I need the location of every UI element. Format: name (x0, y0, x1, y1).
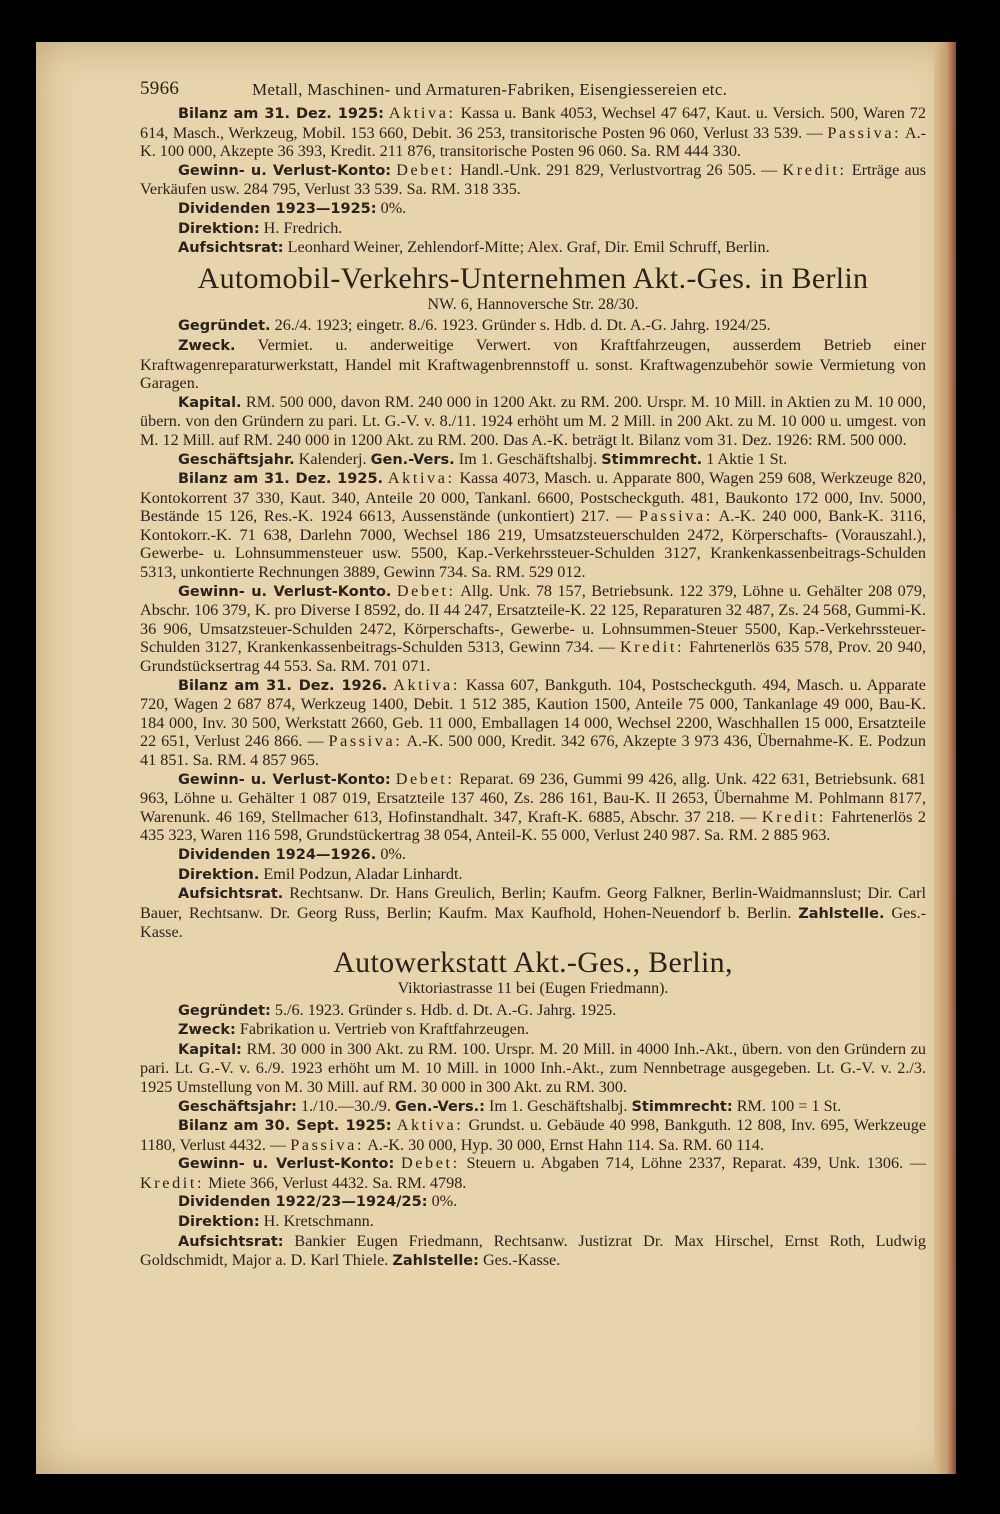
company-1-address: NW. 6, Hannoversche Str. 28/30. (427, 295, 639, 313)
c2-guv (140, 1154, 926, 1192)
c1-guv1925-label: Gewinn- u. Verlust-Konto. (178, 583, 392, 600)
c1-debet-label-1926: Debet: (395, 769, 455, 788)
c2-stimm-label: Stimmrecht: (631, 1098, 733, 1115)
c1-guv1926-b: Fahrtenerlös 2 435 323, Waren 116 598, Grundstückertrag 38 054, Anteil-K. 55 000, Verlust 240 987. Sa. RM. 2 885 963. (140, 807, 927, 845)
c2-bilanz (140, 1116, 926, 1154)
previous-entry (140, 104, 926, 258)
prev-guv (140, 161, 926, 199)
page-number: 5966 (140, 78, 180, 99)
c1-stimm-label: Stimmrecht. (601, 451, 703, 468)
prev-bilanz-label: Bilanz am 31. Dez. 1925: (178, 106, 384, 122)
c1-geschaeftsjahr (140, 450, 926, 470)
c1-stimm-text: 1 Aktie 1 St. (706, 449, 788, 468)
c1-direktion-text: Emil Podzun, Aladar Linhardt. (263, 864, 463, 883)
c2-debet-label: Debet: (400, 1154, 460, 1173)
c2-zweck-label: Zweck: (178, 1022, 236, 1039)
c2-bilanz-label: Bilanz am 30. Sept. 1925: (178, 1118, 392, 1135)
c2-guv-b: Miete 366, Verlust 4432. Sa. RM. 4798. (208, 1173, 467, 1192)
company-1-title: Automobil-Verkehrs-Unternehmen Akt.-Ges. in Berlin (197, 261, 869, 295)
prev-passiva-label: Passiva: (827, 123, 902, 142)
prev-dividenden (140, 199, 926, 219)
c1-kapital-text: RM. 500 000, davon RM. 240 000 in 1200 Akt. zu RM. 200. Urspr. M. 10 Mill. in Aktien zu M. 10 000, übern. von den Gründern zu pari. Lt. G.-V. v. 8./11. 1924 erhöht um M. 2 Mill. in 200 Akt. zu M. 10 000 u. umgest. von M. 12 Mill. auf RM. 240 000 in 1200 Akt. zu RM. 200. Das A.-K. beträgt lt. Bilanz vom 31. Dez. 1926: RM. 500 000. (140, 392, 926, 449)
c1-guv-1926 (140, 770, 926, 845)
c1-kredit-label-1926: Kredit: (761, 807, 826, 826)
c1-bilanz1925-b: A.-K. 240 000, Bank-K. 3116, Kontokorr.-K. 71 638, Darlehn 7000, Wechsel 186 219, Umsatzsteuerschulden 2472, Körperschafts- (Vorauszahl.), Gewerbe- u. Lohnsummensteuer usw. 5500, Kap.-Verkehrssteuer-Schulden 3127, Krankenkassenbeitrags-Schulden 5313, unkontierte Rechnungen 3889, Gewinn 734. Sa. RM. 529 012. (140, 507, 927, 582)
c2-kapital-text: RM. 30 000 in 300 Akt. zu RM. 100. Urspr. M. 20 Mill. in 4000 Inh.-Akt., übern. von den Gründern zu pari. Lt. G.-V. v. 6./9. 1923 erhöht um M. 10 Mill. in 1000 Inh.-Akt., zum Nennbetrage ausgegeben. Lt. G.-V. v. 2./3. 1925 Umstellung von M. 30 Mill. auf RM. 30 000 in 300 Akt. zu RM. 300. (140, 1039, 926, 1096)
c2-bilanz-b: A.-K. 30 000, Hyp. 30 000, Ernst Hahn 114. Sa. RM. 60 114. (367, 1135, 764, 1154)
c2-direktion-text: H. Kretschmann. (263, 1212, 374, 1231)
c2-kredit-label: Kredit: (140, 1173, 205, 1192)
prev-aufsichtsrat-label: Aufsichtsrat: (178, 240, 284, 257)
prev-dividenden-text: 0%. (380, 198, 407, 217)
c2-passiva-label: Passiva: (290, 1135, 365, 1154)
c1-dividenden-label: Dividenden 1924—1926. (178, 846, 377, 863)
c2-zahlstelle-text: Ges.-Kasse. (482, 1251, 561, 1270)
c2-stimm-text: RM. 100 = 1 St. (736, 1096, 842, 1115)
c1-gegruendet-text: 26./4. 1923; eingetr. 8./6. 1923. Gründer s. Hdb. d. Dt. A.-G. Jahrg. 1924/25. (274, 316, 771, 335)
c1-guv-1925 (140, 582, 926, 676)
c1-guv1925-b: Fahrtenerlös 635 578, Prov. 20 940, Grundstücksertrag 44 553. Sa. RM. 701 071. (140, 638, 927, 676)
c1-zahlstelle-text: Ges.-Kasse. (140, 903, 927, 942)
c2-gegruendet-text: 5./6. 1923. Gründer s. Hdb. d. Dt. A.-G. Jahrg. 1925. (274, 1000, 617, 1019)
c2-zahlstelle-label: Zahlstelle: (392, 1253, 479, 1270)
c1-passiva-label-1926: Passiva: (328, 732, 403, 751)
prev-bilanz-text-b: A.-K. 100 000, Akzepte 36 393, Kredit. 211 876, transitorische Posten 96 060. Sa. RM 444 330. (140, 123, 927, 161)
c2-zweck-text: Fabrikation u. Vertrieb von Kraftfahrzeugen. (239, 1020, 530, 1039)
prev-debet-label: Debet: (396, 160, 455, 179)
c2-guv-label: Gewinn- u. Verlust-Konto: (178, 1156, 395, 1173)
c2-geschaeftsjahr (140, 1097, 926, 1117)
c1-dividenden-text: 0%. (380, 844, 406, 863)
c1-zweck-text: Vermiet. u. anderweitige Verwert. von Kraftfahrzeugen, ausserdem Betrieb einer Kraftwagenreparaturwerkstatt, Handel mit Kraftwagenbrennstoff u. sonst. Kraftwagenzubehör sowie Vermietung von Garagen. (140, 335, 926, 393)
c2-gv-label: Gen.-Vers.: (395, 1098, 485, 1115)
c2-guv-a: Steuern u. Abgaben 714, Löhne 2337, Reparat. 439, Unk. 1306. — (466, 1154, 927, 1173)
c1-gegruendet-label: Gegründet. (178, 318, 271, 335)
c1-gegruendet (140, 316, 926, 336)
c2-direktion-label: Direktion: (178, 1214, 260, 1231)
c2-gj-label: Geschäftsjahr: (178, 1098, 297, 1115)
c1-zahlstelle-label: Zahlstelle. (798, 905, 885, 922)
c1-bilanz1925-label: Bilanz am 31. Dez. 1925. (178, 471, 384, 488)
prev-direktion-label: Direktion: (178, 220, 260, 237)
c1-gj-label: Geschäftsjahr. (178, 451, 295, 468)
company-2-address: Viktoriastrasse 11 bei (Eugen Friedmann). (397, 979, 669, 997)
page-edge (934, 42, 956, 1474)
running-title: Metall, Maschinen- und Armaturen-Fabriken, Eisengiessereien etc. (252, 80, 728, 99)
company-2-title: Autowerkstatt Akt.-Ges., Berlin, (333, 945, 733, 979)
c2-dividenden (140, 1192, 926, 1212)
c2-gegruendet (140, 1001, 926, 1021)
c2-aufsichtsrat (140, 1232, 926, 1271)
c1-bilanz1926-label: Bilanz am 31. Dez. 1926. (178, 677, 388, 694)
c1-aufsichtsrat (140, 884, 926, 942)
c1-kapital-label: Kapital. (178, 394, 242, 411)
prev-aufsichtsrat (140, 238, 926, 258)
c1-gj-text: Kalenderj. (298, 449, 367, 468)
c1-kapital (140, 393, 926, 450)
c1-zweck (140, 336, 926, 393)
company-entry-2 (140, 946, 926, 1271)
page-content (140, 74, 926, 1271)
c2-dividenden-label: Dividenden 1922/23—1924/25: (178, 1194, 428, 1211)
c2-aktiva-label: Aktiva: (396, 1116, 464, 1135)
c1-aktiva-label-1925: Aktiva: (387, 469, 455, 488)
c1-direktion (140, 865, 926, 885)
prev-bilanz-text-a: Kassa u. Bank 4053, Wechsel 47 647, Kaut. u. Versich. 500, Waren 72 614, Masch., Werkzeug, Mobil. 153 660, Debit. 36 253, transitorische Posten 96 060, Verlust 33 539. — (140, 104, 926, 142)
c1-bilanz1925-a: Kassa 4073, Masch. u. Apparate 800, Wagen 259 608, Werkzeuge 820, Kontokorrent 37 330, Kaut. 340, Anteile 20 000, Tankanl. 6600, Postscheckguth. 481, Baukonto 172 000, Inv. 5000, Bestände 15 126, Res.-K. 1924 6613, Aussenstände (unkontiert) 217. — (140, 469, 926, 526)
c1-aufsichtsrat-label: Aufsichtsrat. (178, 886, 284, 903)
prev-bilanz (140, 104, 926, 161)
c2-aufsichtsrat-label: Aufsichtsrat: (178, 1233, 284, 1250)
c2-kapital-label: Kapital: (178, 1041, 242, 1058)
c1-kredit-label-1925: Kredit: (620, 638, 685, 657)
c1-guv1926-a: Reparat. 69 236, Gummi 99 426, allg. Unk. 422 631, Betriebsunk. 681 963, Löhne u. Gehälter 1 087 019, Ersatzteile 137 460, Zs. 286 161, Bau-K. II 2653, Übernahme M. Pohlmann 8177, Warenunk. 46 169, Stellmacher 613, Hofinstandhalt. 347, Kraft-K. 6885, Abschr. 37 218. — (140, 769, 927, 826)
c1-zweck-label: Zweck. (178, 337, 236, 354)
prev-direktion (140, 219, 926, 239)
prev-kredit-label: Kredit: (782, 160, 847, 179)
c1-debet-label-1925: Debet: (396, 581, 456, 600)
prev-aktiva-label: Aktiva: (388, 104, 456, 122)
c2-gj-text: 1./10.—30./9. (301, 1096, 391, 1115)
c1-bilanz-1925 (140, 469, 926, 582)
c1-bilanz1926-a: Kassa 607, Bankguth. 104, Postscheckguth. 494, Masch. u. Apparate 720, Wagen 2 687 874, Werkzeug 1400, Debit. 1 512 385, Kaution 1500, Anteile 75 000, Tankanlage 49 000, Bau-K. 184 000, Inv. 30 500, Werkstatt 2660, Geb. 11 000, Emballagen 14 000, Wechsel 2200, Waschhallen 15 000, Ersatzteile 22 651, Verlust 246 866. — (140, 675, 926, 751)
c2-kapital (140, 1040, 926, 1097)
c2-gv-text: Im 1. Geschäftshalbj. (488, 1096, 628, 1115)
c1-aktiva-label-1926: Aktiva: (393, 675, 460, 694)
company-entry-1 (140, 262, 926, 942)
c1-bilanz-1926 (140, 676, 926, 770)
prev-guv-text-b: Erträge aus Verkäufen usw. 284 795, Verlust 33 539. Sa. RM. 318 335. (140, 160, 927, 199)
c2-bilanz-a: Grundst. u. Gebäude 40 998, Bankguth. 12 808, Inv. 695, Werkzeuge 1180, Verlust 4432. — (140, 1116, 927, 1154)
prev-guv-label: Gewinn- u. Verlust-Konto: (178, 162, 392, 179)
c2-zweck (140, 1020, 926, 1040)
c1-dividenden (140, 845, 926, 865)
prev-aufsichtsrat-text: Leonhard Weiner, Zehlendorf-Mitte; Alex. Graf, Dir. Emil Schruff, Berlin. (287, 238, 770, 257)
prev-direktion-text: H. Fredrich. (263, 218, 343, 237)
c2-aufsichtsrat-text: Bankier Eugen Friedmann, Rechtsanw. Justizrat Dr. Max Hirschel, Ernst Roth, Ludwig Goldschmidt, Major a. D. Karl Thiele. (140, 1231, 927, 1270)
c1-gv-text: Im 1. Geschäftshalbj. (458, 449, 598, 468)
c1-aufsichtsrat-text: Rechtsanw. Dr. Hans Greulich, Berlin; Kaufm. Georg Falkner, Berlin-Waidmannslust; Dir. Carl Bauer, Rechtsanw. Dr. Georg Russ, Berlin; Kaufm. Max Kaufhold, Hohen-Neuendorf b. Berlin. (140, 884, 927, 922)
running-head (140, 74, 926, 104)
c1-guv1926-label: Gewinn- u. Verlust-Konto: (178, 771, 391, 788)
c2-direktion (140, 1212, 926, 1232)
c1-direktion-label: Direktion. (178, 866, 260, 883)
c1-bilanz1926-b: A.-K. 500 000, Kredit. 342 676, Akzepte 3 973 436, Übernahme-K. E. Podzun 41 851. Sa. RM. 4 857 965. (140, 732, 926, 769)
prev-guv-text-a: Handl.-Unk. 291 829, Verlustvortrag 26 505. — (460, 160, 778, 179)
c2-gegruendet-label: Gegründet: (178, 1002, 271, 1019)
c1-gv-label: Gen.-Vers. (370, 451, 455, 468)
book-page (36, 42, 956, 1474)
prev-dividenden-label: Dividenden 1923—1925: (178, 200, 377, 217)
c1-passiva-label-1925: Passiva: (638, 507, 713, 526)
c1-guv1925-a: Allg. Unk. 78 157, Betriebsunk. 122 379, Löhne u. Gehälter 208 079, Abschr. 106 379, K. pro Diverse I 8592, do. II 44 247, Ersatzteile-K. 22 125, Reparaturen 32 487, Zs. 24 568, Gummi-K. 36 906, Umsatzsteuer-Schulden 2472, Körperschafts-, Gewerbe- u. Lohnsummen-Steuer 5500, Kap.-Verkehrssteuer-Schulden 3127, Krankenkassenbeitrags-Schulden 5313, Gewinn 734. — (140, 581, 926, 657)
c2-dividenden-text: 0%. (431, 1192, 458, 1211)
